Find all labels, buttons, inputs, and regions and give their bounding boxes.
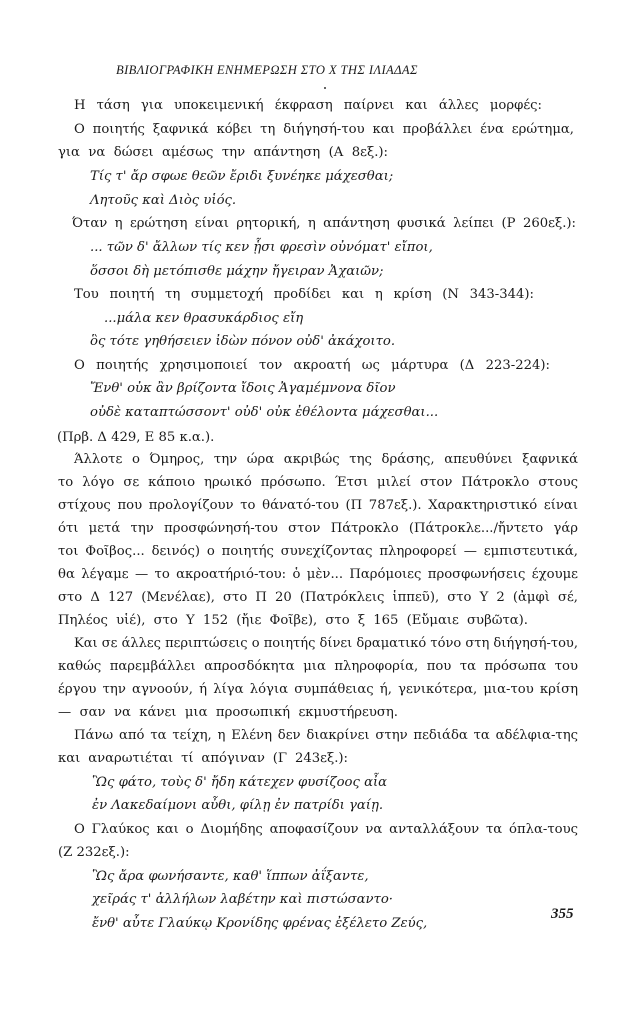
text-line: στίχους που προλογίζουν το θάνατό-του (Π 787εξ.). Χαρακτηριστικό είναι [58,498,578,513]
verse-line: ἔνθ' αὖτε Γλαύκῳ Κρονίδης φρένας ἐξέλετο Ζεύς, [92,916,428,931]
verse-line: Λητοῦς καὶ Διὸς υἱός. [90,193,237,208]
verse-line: ἐν Λακεδαίμονι αὖθι, φίλῃ ἐν πατρίδι γαίῃ. [92,798,384,813]
text-line: καθώς παρεμβάλλει απροσδόκητα μια πληροφορία, που τα πρόσωπα του [58,659,578,674]
header-mark [324,87,326,89]
text-line: Πηλέος υἱέ), στο Υ 152 (ἤιε Φοῖβε), στο ξ 165 (Εὔμαιε συβῶτα). [58,613,528,628]
text-line: Η τάση για υποκειμενική έκφραση παίρνει και άλλες μορφές: [74,98,542,113]
text-line: τοι Φοῖβος... δεινός) ο ποιητής συνεχίζοντας πληροφορεί — εμπιστευτικά, [58,544,578,559]
verse-line: Τίς τ' ἄρ σφωε θεῶν ἔριδι ξυνέηκε μάχεσθαι; [90,169,394,184]
text-line: ότι μετά την προσφώνησή-του στον Πάτροκλο (Πάτροκλε.../ἤντετο γάρ [58,521,578,536]
page-number: 355 [551,906,574,922]
text-line: για να δώσει αμέσως την απάντηση (Α 8εξ.): [58,145,388,160]
text-line: Ο ποιητής ξαφνικά κόβει τη διήγησή-του και προβάλλει ένα ερώτημα, [74,122,574,137]
text-line: Και σε άλλες περιπτώσεις ο ποιητής δίνει δραματικό τόνο στη διήγησή-του, [74,636,578,651]
verse-line: οὐδὲ καταπτώσσοντ' οὐδ' οὐκ ἐθέλοντα μάχεσθαι... [90,405,439,420]
text-line: — σαν να κάνει μια προσωπική εκμυστήρευση. [58,705,398,720]
text-line: Ο ποιητής χρησιμοποιεί τον ακροατή ως μάρτυρα (Δ 223-224): [74,358,550,373]
text-line: (Πρβ. Δ 429, Ε 85 κ.α.). [57,430,215,445]
verse-line: ...μάλα κεν θρασυκάρδιος εἴη [104,311,304,326]
text-line: Του ποιητή τη συμμετοχή προδίδει και η κρίση (Ν 343-344): [74,287,534,302]
verse-line: χεῖράς τ' ἀλλήλων λαβέτην καὶ πιστώσαντο· [92,892,393,907]
text-line: το λόγο σε κάποιο ηρωικό πρόσωπο. Έτσι μιλεί στον Πάτροκλο στους [58,475,578,490]
text-line: (Ζ 232εξ.): [58,845,130,860]
text-line: Όταν η ερώτηση είναι ρητορική, η απάντηση φυσικά λείπει (Ρ 260εξ.): [72,216,576,231]
verse-line: ὃς τότε γηθήσειεν ἰδὼν πόνον οὐδ' ἀκάχοιτο. [90,334,396,349]
text-line: στο Δ 127 (Μενέλαε), στο Π 20 (Πατρόκλεις ἱππεῦ), στο Υ 2 (ἀμφὶ σέ, [58,590,578,605]
verse-line: ... τῶν δ' ἄλλων τίς κεν ᾗσι φρεσὶν οὐνόματ' εἴποι, [90,240,433,255]
text-line: Άλλοτε ο Όμηρος, την ώρα ακριβώς της δράσης, απευθύνει ξαφνικά [74,452,578,467]
text-line: Πάνω από τα τείχη, η Ελένη δεν διακρίνει στην πεδιάδα τα αδέλφια-της [74,728,578,743]
text-line: θα λέγαμε — το ακροατήριό-του: ὁ μὲν... Παρόμοιες προσφωνήσεις έχουμε [58,567,578,582]
verse-line: Ὣς ἄρα φωνήσαντε, καθ' ἵππων ἀΐξαντε, [92,869,369,884]
text-line: Ο Γλαύκος και ο Διομήδης αποφασίζουν να ανταλλάξουν τα όπλα-τους [74,822,578,837]
text-line: και αναρωτιέται τί απόγιναν (Γ 243εξ.): [58,751,348,766]
verse-line: Ὣς φάτο, τοὺς δ' ἤδη κάτεχεν φυσίζοος αἶα [92,775,388,790]
verse-line: ὅσσοι δὴ μετόπισθε μάχην ἤγειραν Ἀχαιῶν; [90,264,384,279]
verse-line: Ἔνθ' οὐκ ἂν βρίζοντα ἴδοις Ἀγαμέμνονα δῖον [90,381,396,396]
running-header: ΒΙΒΛΙΟΓΡΑΦΙΚΗ ΕΝΗΜΕΡΩΣΗ ΣΤΟ Χ ΤΗΣ ΙΛΙΑΔΑΣ [116,63,418,77]
text-line: έργου την αγνοούν, ή λίγα λόγια συμπάθειας ή, γενικότερα, μια-του κρίση [58,682,578,697]
